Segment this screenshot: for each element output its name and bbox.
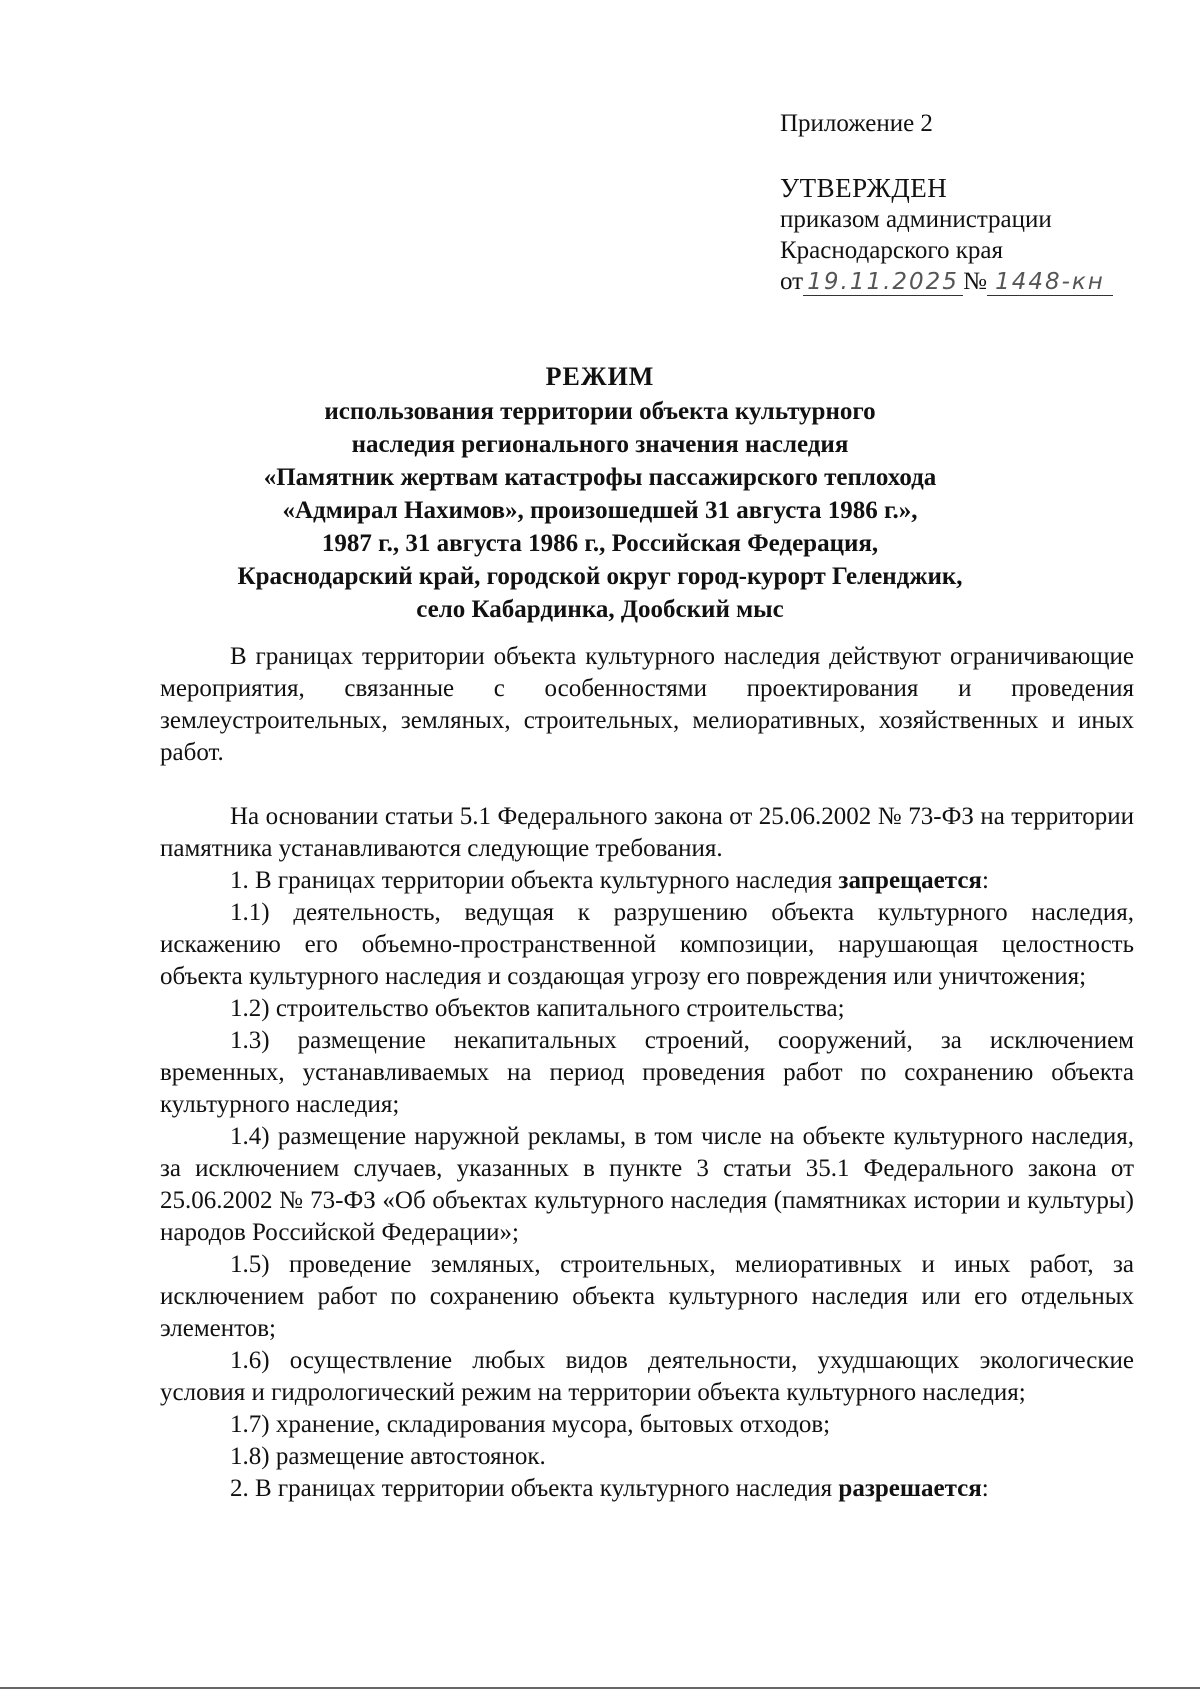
title-heading: РЕЖИМ xyxy=(545,362,655,391)
title-line: село Кабардинка, Дообский мыс xyxy=(416,596,784,623)
order-date-number xyxy=(780,266,1180,297)
section-2-suffix: : xyxy=(981,1475,989,1502)
list-item: 1.7) хранение, складирования мусора, бытовых отходов; xyxy=(230,1411,831,1438)
section-1-heading xyxy=(160,865,1134,897)
title-line: использования территории объекта культурного xyxy=(324,398,876,425)
title-line: 1987 г., 31 августа 1986 г., Российская Федерация, xyxy=(321,530,879,557)
section-2-keyword: разрешается xyxy=(838,1475,982,1502)
list-item: 1.5) проведение земляных, строительных, мелиоративных и иных работ, за исключением работ по сохранению объекта культурного наследия или его отдельных элементов; xyxy=(160,1251,1134,1342)
appendix-label: Приложение 2 xyxy=(780,110,933,137)
title-line: «Адмирал Нахимов», произошедшей 31 августа 1986 г.», xyxy=(282,497,918,524)
date-prefix: от xyxy=(780,268,804,295)
section-1-keyword: запрещается xyxy=(838,867,982,894)
title-line: «Памятник жертвам катастрофы пассажирского теплохода xyxy=(263,464,937,491)
list-item: 1.8) размещение автостоянок. xyxy=(230,1443,546,1470)
approved-by-line-1: приказом администрации xyxy=(780,206,1052,233)
list-item: 1.1) деятельность, ведущая к разрушению объекта культурного наследия, искажению его объемно-пространственной композиции, нарушающая целостность объекта культурного наследия и создающая угрозу его повреждения или уничтожения; xyxy=(160,899,1134,990)
document-body xyxy=(160,641,1134,1505)
handwritten-number: 1448-кн xyxy=(987,269,1113,296)
section-2-heading xyxy=(160,1473,1134,1505)
approval-header xyxy=(780,108,1180,297)
list-item: 1.6) осуществление любых видов деятельности, ухудшающих экологические условия и гидрологический режим на территории объекта культурного наследия; xyxy=(160,1347,1134,1406)
intro-paragraph: В границах территории объекта культурного наследия действуют ограничивающие мероприятия, связанные с особенностями проектирования и проведения землеустроительных, земляных, строительных, мелиоративных, хозяйственных и иных работ. xyxy=(160,643,1134,766)
handwritten-date: 19.11.2025 xyxy=(803,269,963,296)
page-bottom-rule xyxy=(0,1687,1200,1689)
document-title xyxy=(150,360,1050,626)
section-1-prefix: 1. В границах территории объекта культурного наследия xyxy=(230,867,839,894)
list-item: 1.2) строительство объектов капитального строительства; xyxy=(230,995,845,1022)
list-item: 1.3) размещение некапитальных строений, сооружений, за исключением временных, устанавливаемых на период проведения работ по сохранению объекта культурного наследия; xyxy=(160,1027,1134,1118)
section-2-prefix: 2. В границах территории объекта культурного наследия xyxy=(230,1475,839,1502)
basis-paragraph: На основании статьи 5.1 Федерального закона от 25.06.2002 № 73-ФЗ на территории памятника устанавливаются следующие требования. xyxy=(160,803,1134,862)
title-line: Краснодарский край, городской округ город-курорт Геленджик, xyxy=(237,563,963,590)
approved-label: УТВЕРЖДЕН xyxy=(780,173,948,203)
section-1-suffix: : xyxy=(981,867,989,894)
list-item: 1.4) размещение наружной рекламы, в том числе на объекте культурного наследия, за исключением случаев, указанных в пункте 3 статьи 35.1 Федерального закона от 25.06.2002 № 73-ФЗ «Об объектах культурного наследия (памятниках истории и культуры) народов Российской Федерации»; xyxy=(160,1123,1134,1246)
title-line: наследия регионального значения наследия xyxy=(351,431,849,458)
number-prefix: № xyxy=(963,268,987,295)
approved-by-line-2: Краснодарского края xyxy=(780,237,1003,264)
